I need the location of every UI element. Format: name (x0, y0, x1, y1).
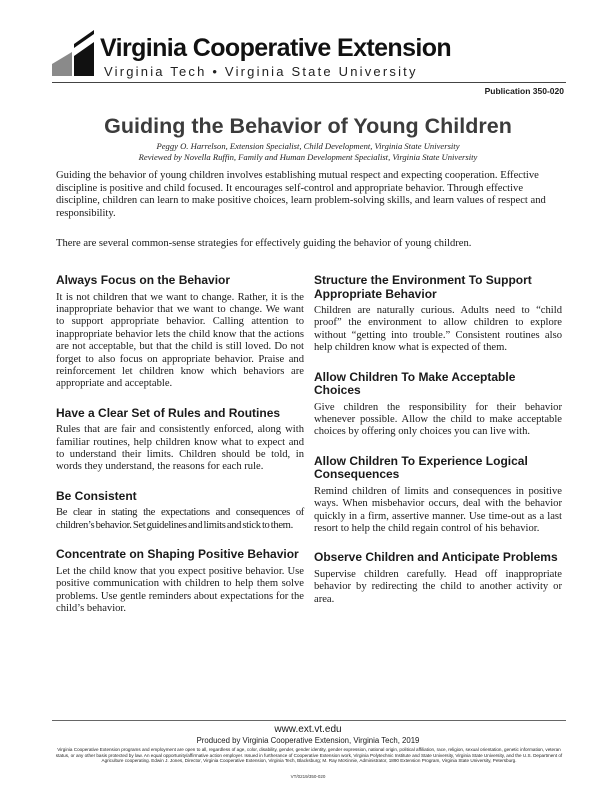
section-heading: Allow Children To Experience Logical Consequences (314, 453, 528, 482)
section-acceptable-choices (314, 371, 562, 439)
intro-paragraph: Guiding the behavior of young children involves establishing mutual respect and expecting cooperation. Effective discipline is positive and child focused. It encourages self-control and appropriate behavior. Through effective discipline, children can learn to make positive choices, learn problem-solving skills, and learn values of respect and responsibility. (56, 170, 546, 219)
section-body: Remind children of limits and consequences in positive ways. When misbehavior occurs, deal with the behavior quickly in a firm, assertive manner. Use time-out as a last resort to help the child regain control of his behavior. (314, 485, 562, 535)
section-heading: Allow Children To Make Acceptable Choices (314, 369, 516, 398)
section-body: Be clear in stating the expectations and consequences of children’s behavior. Set guidelines and limits and stick to them. (56, 507, 304, 531)
reviewer-line: Reviewed by Novella Ruffin, Family and Human Development Specialist, Virginia State University (138, 152, 478, 162)
footer-legal-notice: Virginia Cooperative Extension programs and employment are open to all, regardless of age, color, disability, gender, gender identity, gender expression, national origin, political affiliation, race, religion, sexual orientation, genetic information, veteran status, or any other basis protected by law. An equal opportunity/affirmative action employer. Issued in furtherance of Cooperative Extension work, Virginia Polytechnic Institute and State University, Virginia State University, and the U.S. Department of Agriculture cooperating. Edwin J. Jones, Director, Virginia Cooperative Extension, Virginia Tech, Blacksburg; M. Ray McKinnie, Administrator, 1890 Extension Program, Virginia State University, Petersburg. (55, 747, 563, 764)
section-body: Supervise children carefully. Head off inappropriate behavior by redirecting the child to another activity or area. (314, 568, 562, 605)
section-body: Rules that are fair and consistently enforced, along with familiar routines, help children know what to expect and to understand their limits. Children should be told, in words they understand, the reasons for each rule. (56, 424, 304, 473)
footer-rule (52, 720, 566, 721)
section-anticipate-problems (314, 551, 562, 606)
author-line: Peggy O. Harrelson, Extension Specialist, Child Development, Virginia State University (156, 141, 460, 151)
vce-logo-mark-icon (52, 30, 94, 76)
section-heading: Have a Clear Set of Rules and Routines (56, 405, 281, 420)
section-heading: Always Focus on the Behavior (56, 273, 231, 287)
section-heading: Concentrate on Shaping Positive Behavior (56, 547, 299, 562)
section-body: Children are naturally curious. Adults need to “child proof” the environment to allow children to explore without “getting into trouble.” Consistent routines also help children know what is expected of them. (314, 305, 562, 354)
section-logical-consequences (314, 455, 562, 536)
page-title: Guiding the Behavior of Young Children (104, 114, 512, 138)
footer-publication-code: VT/0219/350-020 (290, 774, 326, 779)
footer-url-link[interactable]: www.ext.vt.edu (274, 724, 342, 735)
left-column (56, 274, 304, 631)
section-shaping-behavior (56, 548, 304, 615)
publication-number: Publication 350-020 (484, 86, 564, 96)
footer-produced-by: Produced by Virginia Cooperative Extension, Virginia Tech, 2019 (196, 736, 420, 745)
header-rule (52, 82, 566, 83)
section-heading: Observe Children and Anticipate Problems (314, 550, 558, 565)
section-be-consistent (56, 490, 304, 532)
section-heading: Be Consistent (56, 488, 137, 503)
section-body: It is not children that we want to change. Rather, it is the inappropriate behavior that we want to change. We want to support appropriate behavior. Calling attention to inappropriate behavior lets the child know that the actions are not acceptable, but that the child is still loved. Do not forget to also focus on appropriate behavior. Praise and reinforcement let children know which behaviors are appropriate and acceptable. (56, 291, 304, 390)
org-subtitle: Virginia Tech • Virginia State University (104, 64, 418, 79)
section-structure-environment (314, 274, 562, 355)
section-focus-behavior (56, 274, 304, 391)
section-body: Let the child know that you expect positive behavior. Use positive communication with children to help them solve problems. Use gentle reminders about expectations for the child’s behavior. (56, 565, 304, 614)
section-rules-routines (56, 407, 304, 474)
right-column (314, 274, 562, 622)
org-name: Virginia Cooperative Extension (100, 34, 452, 62)
section-heading: Structure the Environment To Support Appropriate Behavior (314, 273, 532, 301)
section-body: Give children the responsibility for their behavior whenever possible. Allow the child to make acceptable choices by offering only choices you can live with. (314, 401, 562, 438)
intro-paragraph-2: There are several common-sense strategies for effectively guiding the behavior of young children. (56, 238, 472, 249)
